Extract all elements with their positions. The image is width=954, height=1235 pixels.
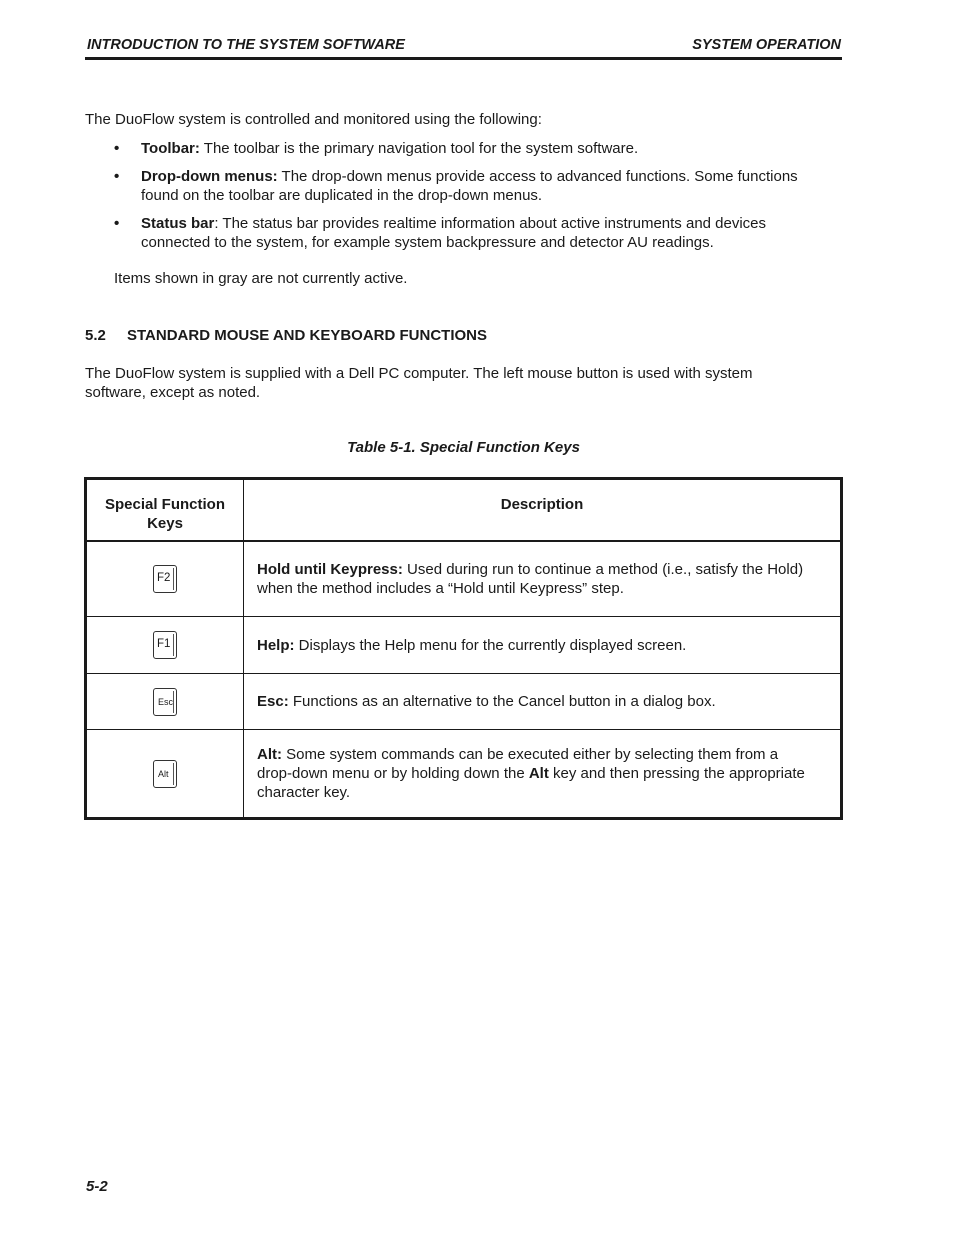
key-cell [86, 730, 244, 819]
control-methods-list [114, 139, 834, 261]
function-description: Displays the Help menu for the currently displayed screen. [294, 636, 687, 654]
list-item-term: Drop-down menus: [141, 168, 278, 185]
esc-key-icon: Esc [153, 688, 177, 716]
page-number: 5-2 [86, 1178, 108, 1195]
section-title: STANDARD MOUSE AND KEYBOARD FUNCTIONS [127, 327, 487, 344]
table-row [86, 541, 842, 617]
function-description-end: key and then pressing the appropriate character key. [257, 765, 805, 801]
bullet-icon: • [114, 168, 120, 185]
table-header-row [86, 479, 842, 541]
function-description: Functions as an alternative to the Cancel button in a dialog box. [288, 693, 716, 710]
key-cell [86, 617, 244, 674]
alt-key-icon: Alt [153, 760, 177, 788]
list-item [114, 139, 834, 158]
header-section-title: SYSTEM OPERATION [692, 37, 841, 53]
table-row [86, 730, 842, 819]
gray-items-note: Items shown in gray are not currently active. [114, 270, 408, 287]
function-term: Hold until Keypress: [257, 560, 403, 578]
description-cell [244, 541, 842, 617]
function-description: Some system commands can be executed either by selecting them from a drop-down menu or by holding down the [257, 746, 779, 782]
table-row [86, 674, 842, 730]
description-cell [244, 730, 842, 819]
section-number: 5.2 [85, 327, 106, 344]
intro-paragraph: The DuoFlow system is controlled and monitored using the following: [85, 111, 542, 128]
special-function-keys-table [84, 477, 843, 820]
column-header-key: Special Function Keys [86, 479, 244, 541]
f1-key-icon: F1 [153, 631, 177, 659]
list-item [114, 167, 834, 205]
column-header-description: Description [244, 479, 842, 541]
list-item-text: : The status bar provides realtime information about active instruments and devices connected to the system, for example system backpressure and detector AU readings. [141, 215, 767, 251]
function-term: Alt: [257, 746, 282, 763]
section-heading [85, 327, 487, 344]
alt-key-emphasis: Alt [528, 765, 549, 782]
list-item-text: The toolbar is the primary navigation tool for the system software. [199, 140, 639, 157]
table-row [86, 617, 842, 674]
list-item-term: Status bar [141, 215, 215, 232]
bullet-icon: • [114, 215, 120, 232]
description-cell [244, 617, 842, 674]
description-cell [244, 674, 842, 730]
header-chapter-title: INTRODUCTION TO THE SYSTEM SOFTWARE [87, 37, 405, 53]
list-item [114, 214, 834, 252]
key-cell [86, 541, 244, 617]
list-item-text: The drop-down menus provide access to advanced functions. Some functions found on the toolbar are duplicated in the drop-down menus. [141, 168, 798, 204]
function-description: Used during run to continue a method (i.e., satisfy the Hold) when the method includes a “Hold until Keypress” step. [257, 560, 804, 597]
page-header [85, 36, 842, 60]
table-caption: Table 5-1. Special Function Keys [347, 439, 580, 456]
f2-key-icon: F2 [153, 565, 177, 593]
function-term: Esc: [257, 693, 289, 710]
key-cell [86, 674, 244, 730]
list-item-term: Toolbar: [141, 140, 200, 157]
bullet-icon: • [114, 140, 120, 157]
function-term: Help: [257, 636, 295, 654]
mouse-paragraph: The DuoFlow system is supplied with a Dell PC computer. The left mouse button is used with system software, except as noted. [85, 365, 753, 401]
